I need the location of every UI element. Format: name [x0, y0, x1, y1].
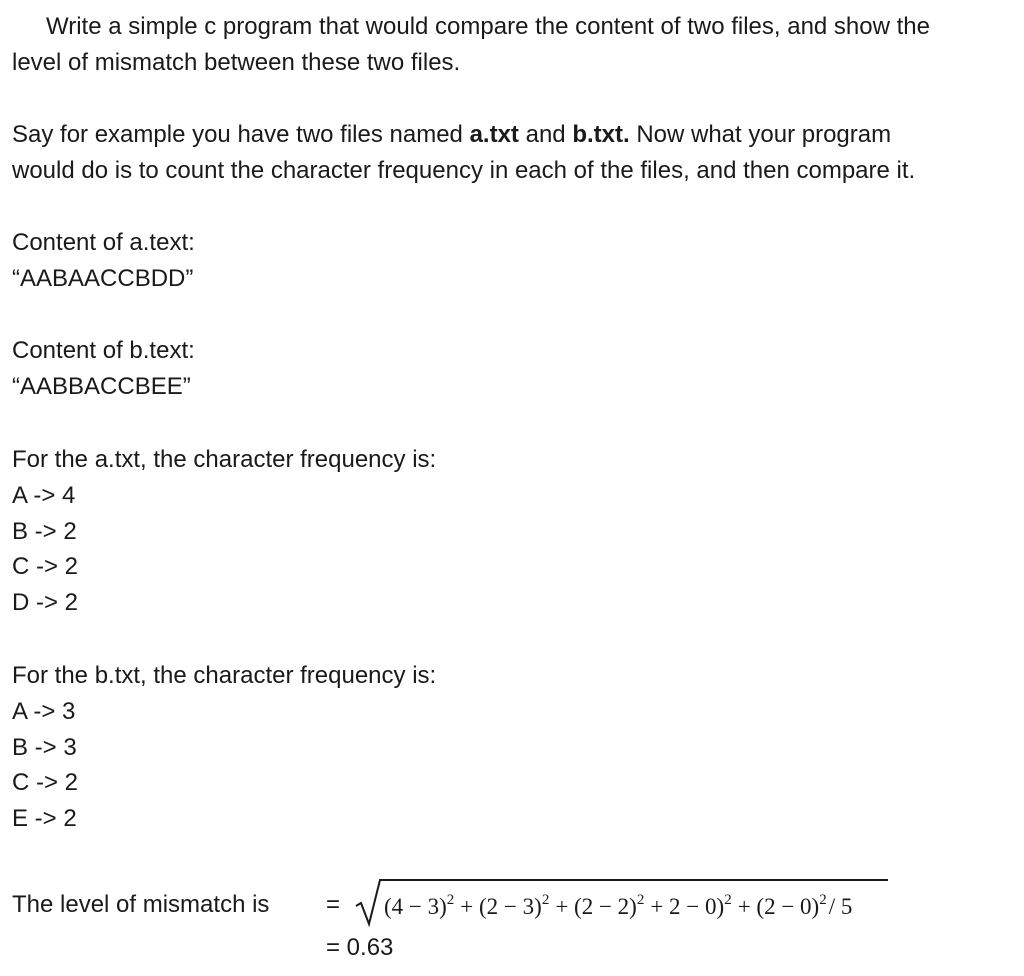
- mismatch-result: = 0.63: [326, 934, 394, 961]
- example-prefix: Say for example you have two files named: [12, 121, 470, 148]
- mismatch-formula: [340, 876, 920, 928]
- freq-a-item: D -> 2: [12, 589, 79, 616]
- freq-a-heading: For the a.txt, the character frequency is:: [12, 446, 437, 473]
- freq-a-item: B -> 2: [12, 518, 77, 545]
- file-a-name: a.txt: [469, 121, 519, 148]
- example-line-1: [12, 120, 891, 150]
- content-b-value: “AABBACCBEE”: [12, 373, 191, 400]
- mismatch-label: The level of mismatch is: [12, 891, 270, 918]
- freq-a-item: A -> 4: [12, 482, 76, 509]
- example-and: and: [518, 121, 573, 148]
- freq-b-item: B -> 3: [12, 734, 77, 761]
- freq-b-heading: For the b.txt, the character frequency is:: [12, 662, 437, 689]
- content-b-label: Content of b.text:: [12, 337, 195, 364]
- example-line-2: would do is to count the character frequency in each of the files, and then compare it.: [12, 157, 916, 184]
- freq-b-item: A -> 3: [12, 698, 76, 725]
- freq-b-item: C -> 2: [12, 769, 79, 796]
- freq-b-item: E -> 2: [12, 805, 77, 832]
- file-b-name: b.txt.: [572, 121, 630, 148]
- mismatch-equals: =: [326, 891, 341, 918]
- content-a-label: Content of a.text:: [12, 229, 195, 256]
- example-suffix: Now what your program: [629, 121, 892, 148]
- freq-a-item: C -> 2: [12, 553, 79, 580]
- intro-line-2: level of mismatch between these two files.: [12, 49, 461, 76]
- formula-term: $(4 - 3)^2 + (2 - 3)^2 + (2 - 2)^2 + 2 - 0)^2 + (2 - 0)^2/$ 5: [384, 892, 853, 919]
- intro-line-1: Write a simple c program that would compare the content of two files, and show the: [46, 13, 930, 40]
- content-a-value: “AABAACCBDD”: [12, 265, 194, 292]
